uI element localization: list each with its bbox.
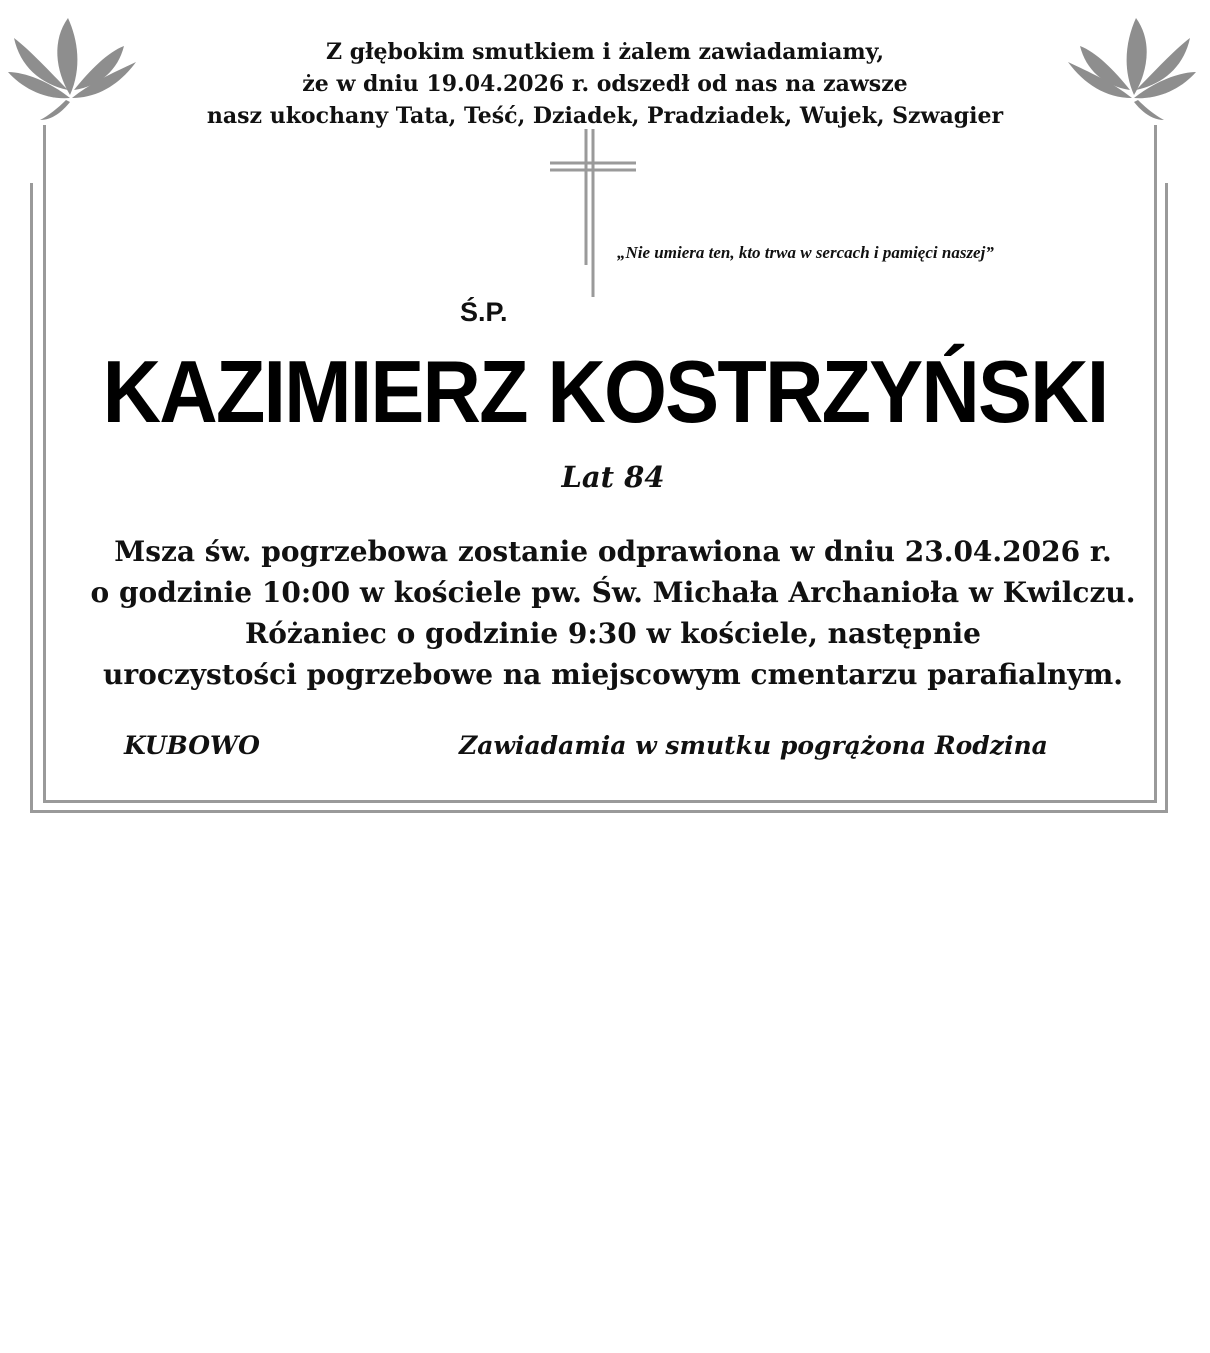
deceased-age: Lat 84 bbox=[561, 460, 665, 494]
header-line: nasz ukochany Tata, Teść, Dziadek, Pradziadek, Wujek, Szwagier bbox=[206, 103, 1004, 129]
announcement-header bbox=[0, 36, 1210, 132]
sp-prefix: Ś.P. bbox=[460, 297, 508, 327]
ceremony-line: o godzinie 10:00 w kościele pw. Św. Michała Archanioła w Kwilczu. bbox=[90, 576, 1136, 609]
ceremony-line: Różaniec o godzinie 9:30 w kościele, następnie bbox=[244, 617, 981, 650]
ceremony-details bbox=[0, 531, 1210, 695]
memorial-quote: „Nie umiera ten, kto trwa w sercach i pamięci naszej” bbox=[617, 243, 994, 262]
header-line: Z głębokim smutkiem i żalem zawiadamiamy, bbox=[325, 39, 884, 65]
ceremony-line: Msza św. pogrzebowa zostanie odprawiona w dniu 23.04.2026 r. bbox=[114, 535, 1112, 568]
header-line: że w dniu 19.04.2026 r. odszedł od nas na zawsze bbox=[302, 71, 908, 97]
deceased-name: KAZIMIERZ KOSTRZYŃSKI bbox=[102, 342, 1108, 441]
ceremony-line: uroczystości pogrzebowe na miejscowym cmentarzu parafialnym. bbox=[103, 658, 1123, 691]
cross-icon bbox=[548, 127, 638, 299]
place-name: KUBOWO bbox=[124, 731, 260, 760]
family-signature: Zawiadamia w smutku pogrążona Rodzina bbox=[459, 731, 1048, 760]
